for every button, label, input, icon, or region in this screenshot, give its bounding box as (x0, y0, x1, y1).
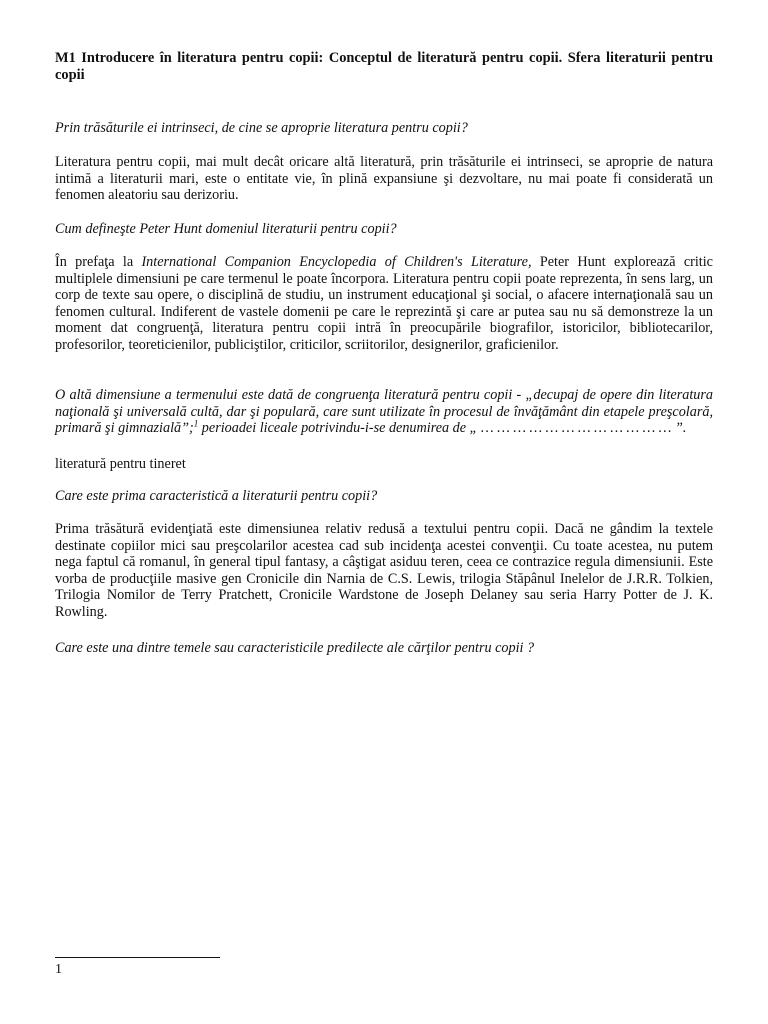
answer-3 (55, 387, 713, 437)
answer-2-prefix: În prefaţa la (55, 254, 142, 270)
page-title: M1 Introducere în literatura pentru copii: Conceptul de literatură pentru copii. Sfera literaturii pentru copii (55, 50, 713, 83)
answer-3-continuation: perioadei liceale potrivindu-i-se denumirea de (198, 420, 467, 437)
answer-4: Prima trăsătură evidenţiată este dimensiunea relativ redusă a textului pentru copii. Dacă ne gândim la textele destinate copiilor mici sau preşcolarilor acestea cad sub incidenţa acestei convenţii. Cu toate acestea, nu putem nega faptul că romanul, în general tipul fantasy, a câştigat asiduu teren, ceea ce contrazice regula dimensiunii. Este vorba de producţiile masive gen Cronicile din Narnia de C.S. Lewis, trilogia Stăpânul Inelelor de J.R.R. Tolkien, Trilogia Nomilor de Terry Pratchett, Cronicile Wardstone de Joseph Delaney sau seria Harry Potter de J. K. Rowling. (55, 521, 713, 620)
question-3: Care este prima caracteristică a literaturii pentru copii? (55, 488, 378, 504)
footnote-reference[interactable]: 1 (193, 418, 199, 429)
footnote-number: 1 (55, 962, 62, 977)
answer-1: Literatura pentru copii, mai mult decât oricare altă literatură, prin trăsăturile ei intrinseci, se aproprie de natura intimă a literaturii mari, este o entitate vie, în plină expansiune şi dezvoltare, nu mai poate fi considerată un fenomen aleatoriu sau derizoriu. (55, 154, 713, 204)
fill-in-blank-dots: „ … … … … … … … … … … … … ”. (469, 420, 687, 437)
answer-2 (55, 254, 713, 354)
answer-2-rest: Peter Hunt explorează critic multiplele dimensiuni pe care termenul le poate încorpora. Literatura pentru copii poate reprezenta, în sens larg, un corp de texte sau opere, o disciplină de studiu, un instrument educaţional şi social, o afacere internaţională sau un fenomen cultural. Indiferent de vastele domenii pe care le reprezintă şi care ar putea sau nu să demonstreze la un moment dat congruenţă, literatura pentru copii intră în preocupările biografilor, istoricilor, bibliotecarilor, profesorilor, teoreticienilor, publiciştilor, criticilor, scriitorilor, designerilor, graficienilor. (55, 254, 713, 353)
question-2: Cum defineşte Peter Hunt domeniul literaturii pentru copii? (55, 221, 397, 237)
footnote-separator (55, 957, 220, 958)
question-4: Care este una dintre temele sau caracteristicile predilecte ale cărţilor pentru copii ? (55, 640, 535, 656)
book-title: International Companion Encyclopedia of Children's Literature, (141, 254, 532, 270)
fill-in-answer: literatură pentru tineret (55, 456, 186, 472)
answer-3-quote: O altă dimensiune a termenului este dată de congruenţa literatură pentru copii - „decupaj de opere din literatura naţională şi universală cultă, dar şi populară, care sunt utilizate în procesul de învăţământ din etapele preşcolară, primară şi gimnazială”; (55, 387, 713, 437)
question-1: Prin trăsăturile ei intrinseci, de cine se aproprie literatura pentru copii? (55, 120, 468, 136)
